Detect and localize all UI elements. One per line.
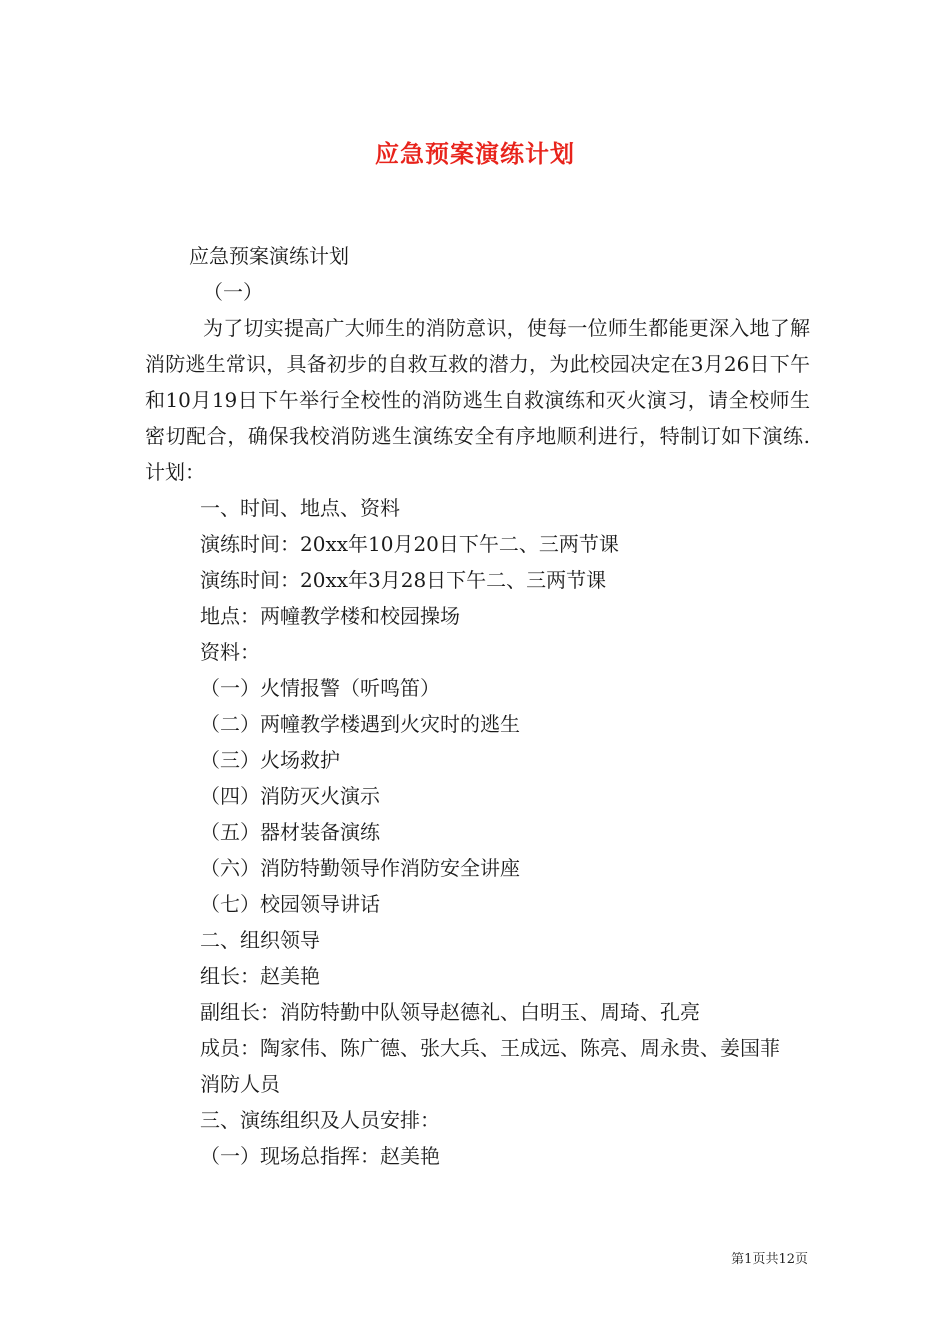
- material-item: （四）消防灭火演示: [200, 784, 380, 808]
- section-mark: （一）: [203, 280, 263, 304]
- page-number: 第1页共12页: [731, 1252, 808, 1267]
- intro-paragraph: 为了切实提高广大师生的消防意识，使每一位师生都能更深入地了解消防逃生常识，具备初步的自救互救的潜力，为此校园决定在3月26日下午和10月19日下午举行全校性的消防逃生自救演练和灭火演习，请全校师生密切配合，确保我校消防逃生演练安全有序地顺利进行，特制订如下演练.计划：: [145, 316, 810, 484]
- material-item: （一）火情报警（听鸣笛）: [200, 676, 440, 700]
- time-line-1: 演练时间：20xx年10月20日下午二、三两节课: [200, 532, 619, 556]
- fire-staff-line: 消防人员: [200, 1072, 280, 1096]
- deputy-line: 副组长：消防特勤中队领导赵德礼、白明玉、周琦、孔亮: [200, 1000, 700, 1024]
- section3-heading: 三、演练组织及人员安排：: [200, 1108, 440, 1132]
- section1-heading: 一、时间、地点、资料: [200, 496, 400, 520]
- document-title: 应急预案演练计划: [375, 140, 575, 168]
- materials-label: 资料：: [200, 640, 260, 664]
- location-line: 地点：两幢教学楼和校园操场: [200, 604, 460, 628]
- material-item: （五）器材装备演练: [200, 820, 380, 844]
- section2-heading: 二、组织领导: [200, 928, 320, 952]
- time-line-2: 演练时间：20xx年3月28日下午二、三两节课: [200, 568, 607, 592]
- members-line: 成员：陶家伟、陈广德、张大兵、王成远、陈亮、周永贵、姜国菲: [200, 1036, 780, 1060]
- material-item: （三）火场救护: [200, 748, 340, 772]
- leader-line: 组长：赵美艳: [200, 964, 320, 988]
- subtitle: 应急预案演练计划: [189, 244, 349, 268]
- document-body: [145, 238, 810, 1174]
- material-item: （七）校园领导讲话: [200, 892, 380, 916]
- material-item: （六）消防特勤领导作消防安全讲座: [200, 856, 520, 880]
- material-item: （二）两幢教学楼遇到火灾时的逃生: [200, 712, 520, 736]
- commander-line: （一）现场总指挥：赵美艳: [200, 1144, 440, 1168]
